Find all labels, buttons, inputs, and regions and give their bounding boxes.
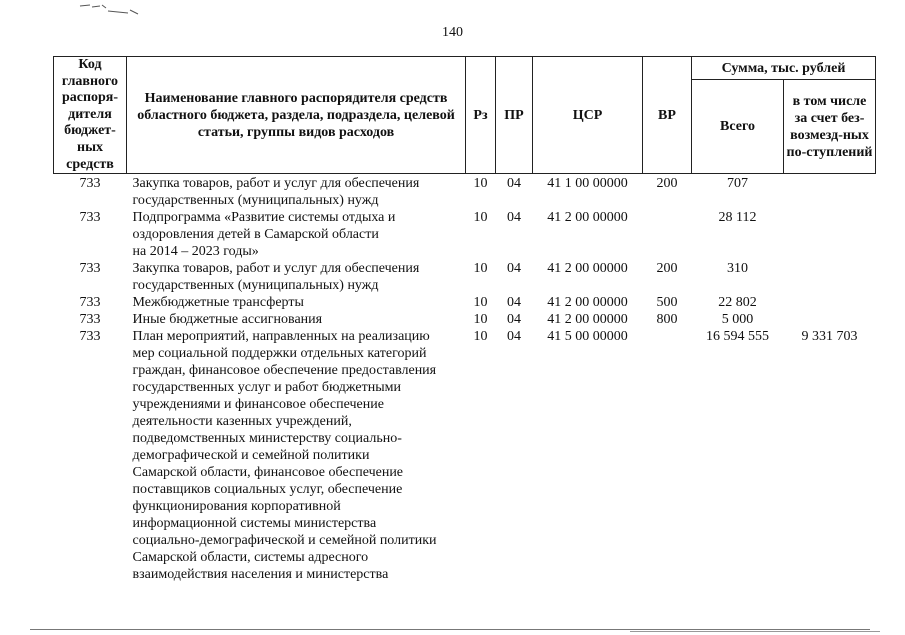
cell-name: Межбюджетные трансферты — [132, 295, 304, 311]
cell-vr: 500 — [656, 295, 678, 311]
scan-bottom-edge-2 — [630, 631, 880, 632]
cell-csr: 41 5 00 00000 — [547, 329, 628, 345]
cell-rz: 10 — [473, 261, 488, 277]
table-row — [54, 328, 876, 583]
page-number: 140 — [442, 25, 463, 40]
cell-name: План мероприятий, направленных на реализацию мер социальной поддержки отдельных категорий граждан, финансовое обеспечение предоставления государственных услуг и работ бюджетными учреждениями и финансовое обеспечение деятельности казенных учреждений, подведомственных министерству социально- демографической и семейной политики Самарской области, финансовое обеспечение поставщиков социальных услуг, обеспечение функционирования корпоративной информационной системы министерства социально-демографической и семейной политики Самарской области, системы адресного взаимодействия населения и министерства — [132, 329, 437, 583]
cell-gratuitous: 9 331 703 — [801, 329, 858, 345]
header-pr: ПР — [496, 57, 533, 174]
cell-pr: 04 — [507, 329, 521, 345]
cell-gratuitous — [784, 311, 876, 328]
table-row — [54, 260, 876, 294]
cell-code: 733 — [79, 295, 101, 311]
cell-pr: 04 — [507, 295, 521, 311]
table-row — [54, 294, 876, 311]
cell-csr: 41 2 00 00000 — [547, 261, 628, 277]
cell-name: Закупка товаров, работ и услуг для обеспечения государственных (муниципальных) нужд — [132, 176, 420, 209]
cell-csr: 41 2 00 00000 — [547, 312, 628, 328]
cell-rz: 10 — [473, 176, 488, 192]
cell-rz: 10 — [473, 312, 488, 328]
header-name: Наименование главного распорядителя средств областного бюджета, раздела, подраздела, целевой статьи, группы видов расходов — [127, 57, 466, 174]
cell-total: 16 594 555 — [706, 329, 769, 345]
cell-name: Иные бюджетные ассигнования — [132, 312, 323, 328]
table-row — [54, 311, 876, 328]
cell-gratuitous — [784, 260, 876, 294]
cell-total: 5 000 — [721, 312, 754, 328]
cell-gratuitous — [784, 294, 876, 311]
cell-rz: 10 — [473, 329, 488, 345]
header-code: Код главного распоря-дителя бюджет-ных средств — [54, 57, 127, 174]
cell-pr: 04 — [507, 176, 521, 192]
cell-code: 733 — [79, 261, 101, 277]
cell-vr: 200 — [656, 261, 678, 277]
cell-csr: 41 2 00 00000 — [547, 295, 628, 311]
scan-bottom-edge — [30, 629, 870, 630]
cell-csr: 41 1 00 00000 — [547, 176, 628, 192]
cell-vr: 800 — [656, 312, 678, 328]
cell-code: 733 — [79, 176, 101, 192]
scan-artifact — [78, 2, 140, 16]
cell-total: 22 802 — [718, 295, 757, 311]
cell-total: 707 — [727, 176, 748, 192]
header-total: Всего — [692, 80, 784, 174]
table-row — [54, 174, 876, 210]
cell-name: Подпрограмма «Развитие системы отдыха и оздоровления детей в Самарской области на 2014 – 2023 годы» — [132, 210, 396, 260]
cell-pr: 04 — [507, 312, 521, 328]
cell-code: 733 — [79, 210, 101, 226]
cell-total: 28 112 — [718, 210, 757, 226]
header-rz: Рз — [466, 57, 496, 174]
header-gratuitous: в том числе за счет без-возмезд-ных по-ступлений — [784, 80, 876, 174]
table-row — [54, 209, 876, 260]
cell-vr — [643, 209, 692, 260]
cell-name: Закупка товаров, работ и услуг для обеспечения государственных (муниципальных) нужд — [132, 261, 420, 294]
cell-rz: 10 — [473, 295, 488, 311]
cell-code: 733 — [79, 312, 101, 328]
cell-vr: 200 — [656, 176, 678, 192]
cell-gratuitous — [784, 174, 876, 210]
budget-table — [53, 56, 876, 583]
cell-rz: 10 — [473, 210, 488, 226]
header-sum: Сумма, тыс. рублей — [692, 57, 876, 80]
cell-pr: 04 — [507, 261, 521, 277]
header-csr: ЦСР — [533, 57, 643, 174]
cell-vr — [643, 328, 692, 583]
table-body — [54, 174, 876, 584]
cell-gratuitous — [784, 209, 876, 260]
cell-code: 733 — [79, 329, 101, 345]
header-vr: ВР — [643, 57, 692, 174]
cell-total: 310 — [727, 261, 748, 277]
cell-pr: 04 — [507, 210, 521, 226]
table-header — [54, 57, 876, 174]
cell-csr: 41 2 00 00000 — [547, 210, 628, 226]
